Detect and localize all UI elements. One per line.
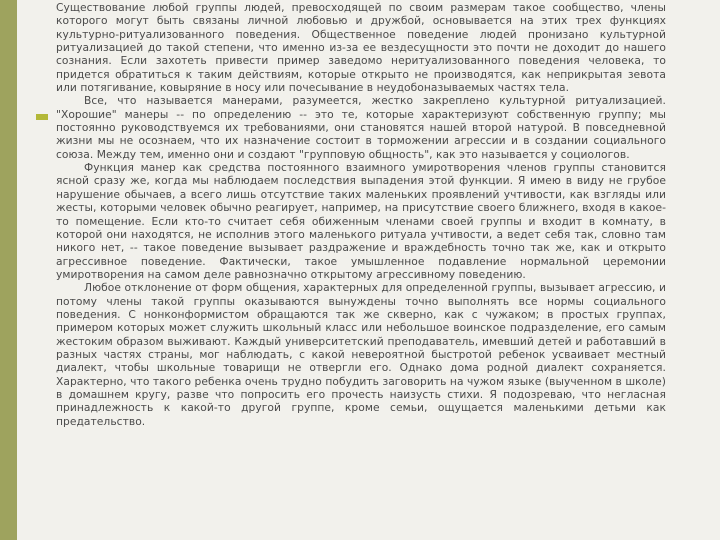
paragraph-3: Функция манер как средства постоянного взаимного умиротворения членов группы становится ясной сразу же, когда мы наблюдаем последствия выпадения этой функции. Я имею в виду не грубое нарушение обычаев, а всего лишь отсутствие таких маленьких проявлений учтивости, как взгляды или жесты, которыми человек обычно реагирует, например, на присутствие своего ближнего, входя в какое-то помещение. Если кто-то считает себя обиженным членами своей группы и входит в комнату, в которой они находятся, не исполнив этого маленького ритуала учтивости, а ведет себя так, словно там никого нет, -- такое поведение вызывает раздражение и враждебность точно так же, как и открыто агрессивное поведение. Фактически, такое умышленное подавление нормальной церемонии умиротворения на самом деле равнозначно открытому агрессивному поведению. <box>56 161 666 281</box>
left-accent-bar <box>0 0 17 540</box>
paragraph-2: Все, что называется манерами, разумеется, жестко закреплено культурной ритуализацией. "Хорошие" манеры -- по определению -- это те, которые характеризуют собственную группу; мы постоянно руководствуемся их требованиями, они становятся нашей второй натурой. В повседневной жизни мы не осознаем, что их назначение состоит в торможении агрессии и в создании социального союза. Между тем, именно они и создают "групповую общность", как это называется у социологов. <box>56 94 666 161</box>
paragraph-1: Существование любой группы людей, превосходящей по своим размерам такое сообщество, члены которого могут быть связаны личной любовью и дружбой, основывается на этих трех функциях культурно-ритуализованного поведения. Общественное поведение людей пронизано культурной ритуализацией до такой степени, что именно из-за ее вездесущности это почти не доходит до нашего сознания. Если захотеть привести пример заведомо неритуализованного поведения человека, то придется обратиться к таким действиям, которые открыто не производятся, как неприкрытая зевота или потягивание, ковыряние в носу или почесывание в неудобоназываемых частях тела. <box>56 1 666 95</box>
document-body <box>56 1 666 428</box>
paragraph-4: Любое отклонение от форм общения, характерных для определенной группы, вызывает агрессию, и потому члены такой группы оказываются вынуждены точно выполнять все нормы социального поведения. С нонконформистом обращаются так же скверно, как с чужаком; в простых группах, примером которых может служить школьный класс или небольшое воинское подразделение, его самым жестоким образом выживают. Каждый университетский преподаватель, имевший детей и работавший в разных частях страны, мог наблюдать, с какой невероятной быстротой ребенок усваивает местный диалект, чтобы школьные товарищи не отвергли его. Однако дома родной диалект сохраняется. Характерно, что такого ребенка очень трудно побудить заговорить на чужом языке (выученном в школе) в домашнем кругу, разве что попросить его прочесть наизусть стихи. Я подозреваю, что негласная принадлежность к какой-то другой группе, кроме семьи, ощущается маленькими детьми как предательство. <box>56 281 666 428</box>
bullet-marker <box>36 114 48 120</box>
